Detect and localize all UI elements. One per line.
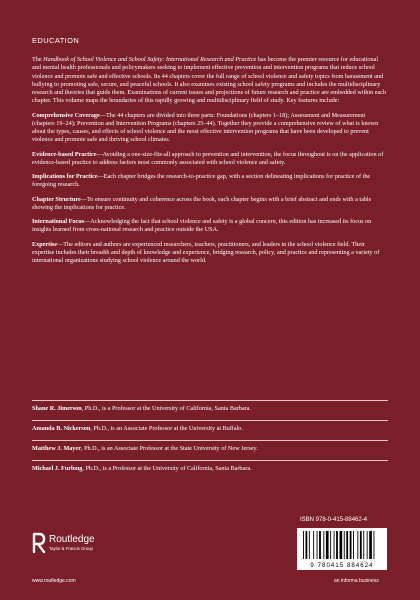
- feature-heading: Expertise: [32, 240, 58, 248]
- barcode-bar: [367, 531, 368, 559]
- barcode-bar: [309, 531, 310, 559]
- feature-expertise: [32, 241, 388, 266]
- editor-credentials: , Ph.D., is an Associate Professor at the State University of New Jersey.: [80, 445, 258, 452]
- feature-evidence-based-practice: [32, 151, 388, 168]
- editor-bio: [32, 445, 388, 453]
- barcode-bar: [306, 531, 308, 559]
- barcode-bar: [323, 531, 324, 559]
- divider: [32, 460, 388, 461]
- description: [32, 56, 388, 271]
- feature-implications-for-practice: [32, 173, 388, 190]
- feature-heading: International Focus: [32, 218, 85, 225]
- routledge-r-icon: [32, 532, 46, 554]
- barcode-bar: [313, 531, 314, 559]
- editor-credentials: , Ph.D., is a Professor at the University of California, Santa Barbara.: [82, 465, 252, 472]
- feature-heading: Implications for Practice: [32, 173, 98, 180]
- editor-name: Matthew J. Mayer: [32, 445, 81, 452]
- barcode-bar: [317, 531, 318, 559]
- divider: [32, 400, 388, 401]
- barcode-bar: [360, 531, 362, 559]
- editor-name: Shane R. Jimerson: [32, 405, 82, 412]
- editor-credentials: , Ph.D., is an Associate Professor at the University at Buffalo.: [90, 425, 243, 432]
- barcode-bar: [326, 531, 329, 559]
- intro-before-title: The: [32, 56, 44, 63]
- publisher-group: Taylor & Francis Group: [49, 546, 93, 551]
- barcode: [297, 528, 387, 570]
- editor-bio: [32, 405, 388, 413]
- barcode-bar: [350, 531, 352, 559]
- barcode-bar: [336, 531, 338, 559]
- barcode-bar: [346, 531, 348, 559]
- barcode-bar: [330, 531, 331, 559]
- publisher-website: www.routledge.com: [32, 578, 76, 584]
- divider: [32, 440, 388, 441]
- isbn-label: ISBN 978-0-415-88462-4: [300, 517, 368, 523]
- feature-heading: Chapter Structure: [32, 195, 81, 203]
- routledge-logo: [32, 532, 95, 554]
- intro-after-title: has become the premier resource for educational and mental health professionals and policymakers seeking to implement effective prevention and intervention programs that reduce school violence and promote safe and effective schools. Its 44 chapters cover the full range of school violence and safety topics from harassment and bullying to promoting safe, secure, and peaceful schools. It also examines existing school safety programs and includes the multidisciplinary research and theories that guide them. Examinations of current issues and projections of future research and practice are embedded within each chapter. This volume maps the boundaries of this rapidly growing and multidisciplinary field of study. Key features include:: [32, 56, 387, 105]
- divider: [32, 420, 388, 421]
- publisher-name: Routledge: [49, 534, 95, 545]
- feature-text: —Avoiding a one-size-fits-all approach to prevention and intervention, the focus throughout is on the application of evidence-based practice to address factors most commonly associated with school violence and safety.: [32, 150, 384, 166]
- barcode-bar: [374, 531, 375, 559]
- feature-text: —To ensure continuity and coherence across the book, each chapter begins with a brief abstract and ends with a table showing the implications for practice.: [32, 195, 372, 211]
- barcode-bar: [369, 531, 372, 559]
- editor-credentials: , Ph.D., is a Professor at the University of California, Santa Barbara.: [81, 405, 251, 412]
- editor-name: Amanda B. Nickerson: [32, 425, 91, 432]
- informa-tagline: an informa business: [334, 578, 379, 584]
- feature-heading: Evidence-based Practice: [32, 150, 97, 158]
- feature-heading: Comprehensive Coverage: [32, 111, 100, 119]
- category-label: EDUCATION: [32, 36, 80, 45]
- feature-text: —Acknowledging the fact that school violence and safety is a global concern, this edition has increased its focus on insights learned from cross-national research and practice outside the USA.: [32, 218, 372, 234]
- feature-text: —Each chapter bridges the research-to-practice gap, with a section delineating implications for practice of the foregoing research.: [32, 173, 371, 189]
- editor-name: Michael J. Furlong: [32, 465, 83, 472]
- intro-paragraph: [32, 56, 388, 106]
- barcode-bar: [357, 531, 358, 559]
- barcode-bar: [353, 531, 354, 559]
- barcode-bar: [340, 531, 343, 559]
- book-title: Handbook of School Violence and School Safety: International Research and Practice: [43, 56, 257, 63]
- barcode-bar: [344, 531, 345, 559]
- feature-text: —The editors and authors are experienced researchers, teachers, practitioners, and leaders in the school violence field. Their expertise includes their breadth and depth of knowledge and experience, bridging research, policy, and practice and representing a variety of international organizations studying school violence around the world.: [32, 240, 380, 264]
- barcode-bars: [297, 528, 387, 562]
- editor-bio: [32, 425, 388, 433]
- feature-chapter-structure: [32, 196, 388, 213]
- feature-comprehensive-coverage: [32, 112, 388, 145]
- barcode-bar: [303, 531, 304, 559]
- barcode-digits: 9 780415 884624: [310, 563, 374, 569]
- barcode-bar: [334, 531, 335, 559]
- barcode-bar: [363, 531, 364, 559]
- feature-international-focus: [32, 218, 388, 235]
- editor-bio: [32, 465, 388, 473]
- barcode-bar: [319, 531, 321, 559]
- feature-text: —The 44 chapters are divided into three parts: Foundations (chapters 1–18); Assessment and Measurement (chapters 19–24); Prevention and Intervention Programs (chapters 25–44). Together they provide a comprehensive review of what is known about the types, causes, and effects of school violence and the most effective intervention programs that have been developed to prevent violence and promote safe and thriving school climates.: [32, 111, 379, 144]
